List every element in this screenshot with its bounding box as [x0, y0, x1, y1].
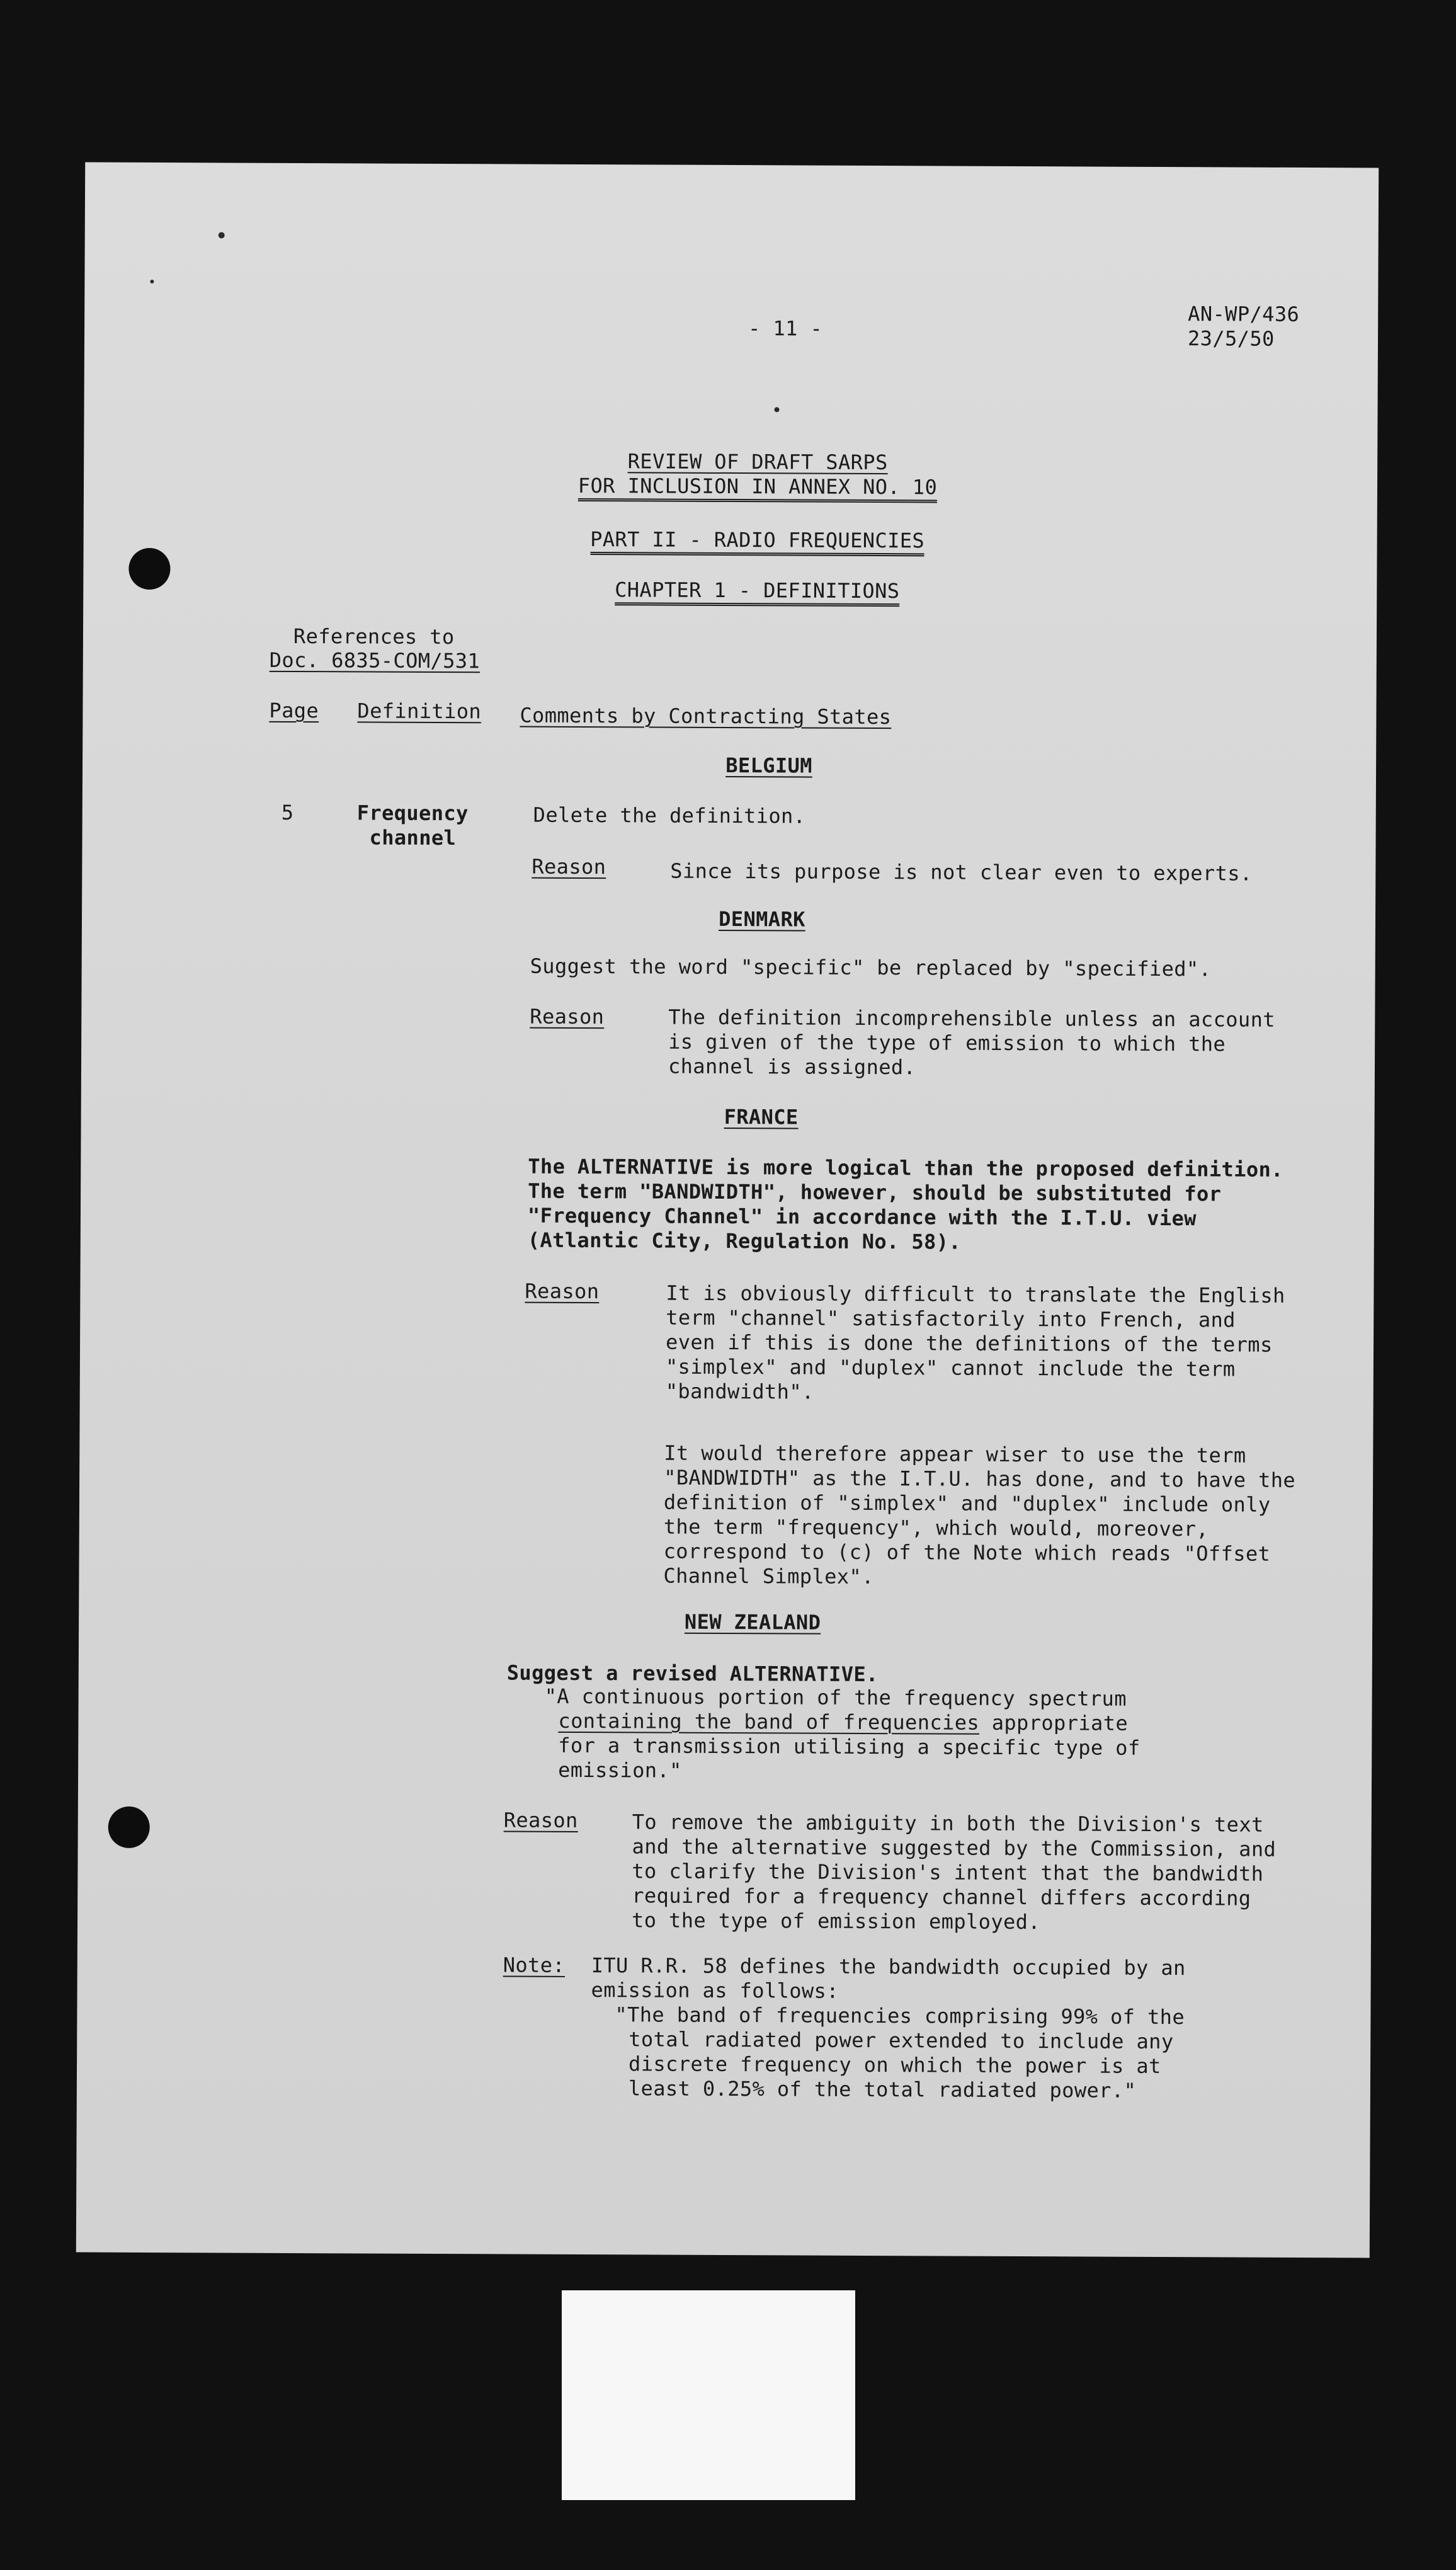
column-header-page: Page	[269, 698, 319, 723]
title-line-1: REVIEW OF DRAFT SARPS	[627, 449, 888, 475]
france-reason2-line: the term "frequency", which would, moreover,	[663, 1514, 1209, 1541]
entry-page-number: 5	[281, 800, 294, 825]
column-header-definition: Definition	[357, 699, 482, 724]
france-reason2-line: It would therefore appear wiser to use the term	[664, 1441, 1246, 1468]
new-zealand-reason-line: To remove the ambiguity in both the Division's text	[632, 1810, 1264, 1837]
punch-hole	[108, 1807, 150, 1848]
new-zealand-note-quote-line: total radiated power extended to include any	[628, 2027, 1174, 2054]
new-zealand-quote-line: "A continuous portion of the frequency spectrum	[544, 1684, 1127, 1711]
france-reason-line: "bandwidth".	[665, 1379, 814, 1404]
page-number: - 11 -	[748, 316, 823, 341]
country-heading-new-zealand: NEW ZEALAND	[684, 1609, 821, 1635]
entry-definition-line-1: Frequency	[356, 801, 469, 826]
france-reason-line: "simplex" and "duplex" cannot include the term	[665, 1354, 1236, 1381]
france-reason2-line: correspond to (c) of the Note which reads "Offset	[663, 1539, 1271, 1566]
new-zealand-quote-underlined: containing the band of frequencies	[558, 1708, 980, 1735]
new-zealand-reason-line: required for a frequency channel differs according	[632, 1883, 1251, 1910]
france-reason-line: even if this is done the definitions of the terms	[666, 1330, 1273, 1357]
new-zealand-note-quote-line: "The band of frequencies comprising 99% of the	[615, 2002, 1185, 2030]
new-zealand-note-quote-line: discrete frequency on which the power is at	[628, 2052, 1161, 2079]
document-page	[76, 163, 1379, 2258]
title-line-2: FOR INCLUSION IN ANNEX NO. 10	[578, 474, 937, 503]
denmark-reason-line: is given of the type of emission to which the	[668, 1029, 1226, 1056]
blank-placeholder-card	[562, 2290, 855, 2500]
chapter-title: CHAPTER 1 - DEFINITIONS	[615, 578, 900, 607]
country-heading-france: FRANCE	[724, 1104, 799, 1129]
denmark-reason-line: channel is assigned.	[668, 1054, 916, 1080]
france-comment-line: "Frequency Channel" in accordance with the I.T.U. view	[527, 1203, 1197, 1231]
reference-doc: Doc. 6835-COM/531	[269, 648, 481, 673]
new-zealand-reason-line: to clarify the Division's intent that the bandwidth	[632, 1859, 1264, 1886]
new-zealand-reason-line: and the alternative suggested by the Commission, and	[632, 1834, 1277, 1861]
speck-mark	[150, 280, 154, 283]
denmark-reason-label: Reason	[530, 1004, 605, 1029]
france-reason-label: Reason	[525, 1279, 600, 1304]
new-zealand-note-line: emission as follows:	[591, 1978, 839, 2003]
new-zealand-reason-label: Reason	[503, 1808, 578, 1832]
france-reason-line: term "channel" satisfactorily into French, and	[666, 1305, 1236, 1332]
france-comment-line: The term "BANDWIDTH", however, should be substituted for	[528, 1179, 1222, 1206]
part-title: PART II - RADIO FREQUENCIES	[590, 527, 924, 556]
punch-hole	[128, 548, 170, 590]
france-comment-line: (Atlantic City, Regulation No. 58).	[527, 1228, 962, 1254]
new-zealand-quote-line: emission."	[558, 1757, 682, 1783]
denmark-reason-line: The definition incomprehensible unless an account	[668, 1005, 1276, 1032]
speck-mark	[219, 232, 225, 238]
denmark-comment: Suggest the word "specific" be replaced by "specified".	[530, 954, 1212, 981]
new-zealand-note-label: Note:	[503, 1953, 566, 1977]
france-comment-line: The ALTERNATIVE is more logical than the proposed definition.	[528, 1154, 1283, 1182]
belgium-comment: Delete the definition.	[533, 802, 806, 828]
references-label: References to	[293, 624, 455, 649]
new-zealand-comment: Suggest a revised ALTERNATIVE.	[506, 1660, 879, 1687]
france-reason2-line: "BANDWIDTH" as the I.T.U. has done, and to have the	[664, 1465, 1296, 1492]
france-reason-line: It is obviously difficult to translate the English	[666, 1281, 1285, 1308]
entry-definition-line-2: channel	[369, 825, 457, 850]
new-zealand-quote-rest: appropriate	[979, 1710, 1129, 1735]
belgium-reason-label: Reason	[532, 854, 606, 879]
new-zealand-reason-line: to the type of emission employed.	[631, 1908, 1041, 1934]
speck-mark	[775, 407, 780, 412]
doc-reference: AN-WP/436	[1188, 302, 1300, 326]
new-zealand-note-quote-line: least 0.25% of the total radiated power."	[628, 2076, 1137, 2103]
new-zealand-quote-line: for a transmission utilising a specific type of	[558, 1733, 1140, 1760]
column-header-comments: Comments by Contracting States	[520, 703, 892, 729]
new-zealand-note-line: ITU R.R. 58 defines the bandwidth occupied by an	[591, 1953, 1186, 1980]
country-heading-denmark: DENMARK	[719, 906, 805, 932]
france-reason2-line: definition of "simplex" and "duplex" include only	[663, 1490, 1271, 1517]
country-heading-belgium: BELGIUM	[725, 753, 812, 778]
belgium-reason: Since its purpose is not clear even to experts.	[670, 859, 1253, 886]
doc-date: 23/5/50	[1187, 326, 1275, 351]
france-reason2-line: Channel Simplex".	[663, 1563, 874, 1589]
